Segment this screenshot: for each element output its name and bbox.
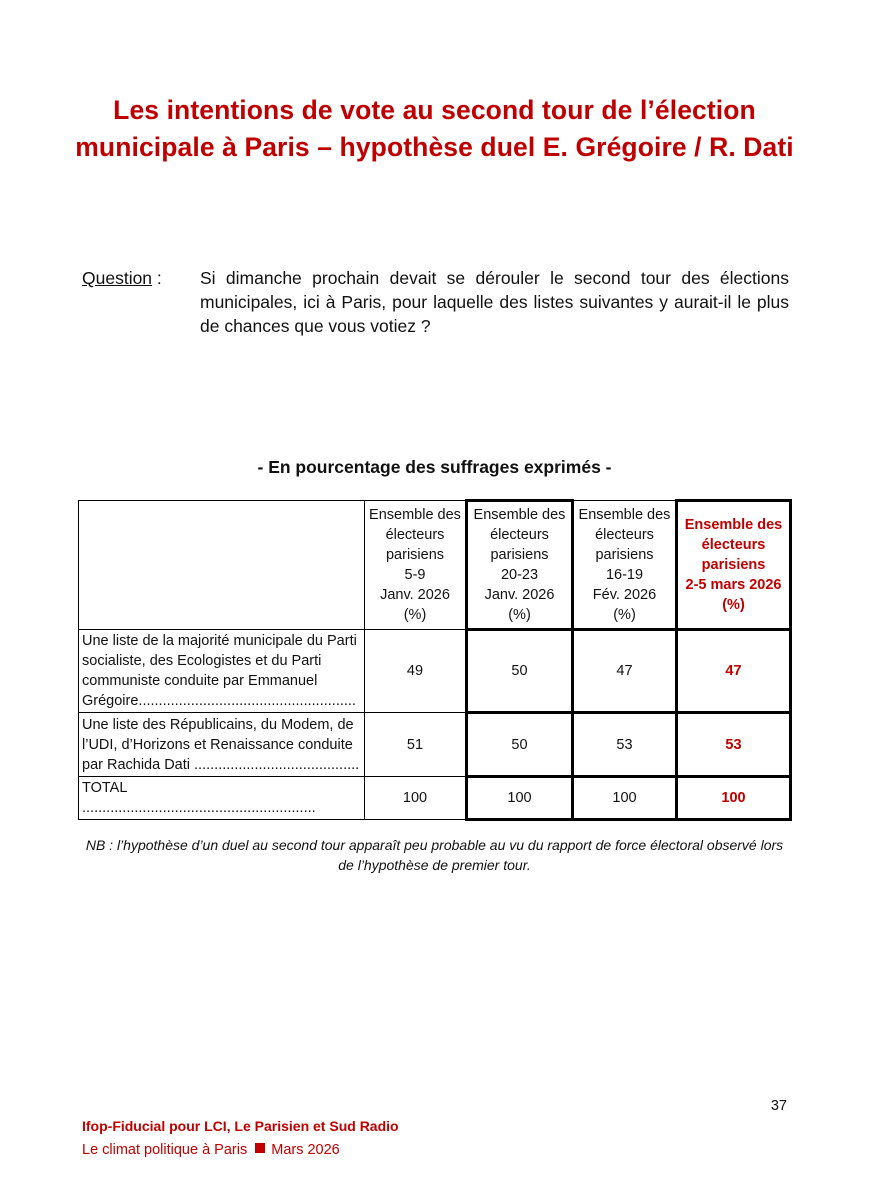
row-label: Une liste de la majorité municipale du Parti socialiste, des Ecologistes et du Parti communiste conduite par Emmanuel Grégoire...................................................... <box>79 630 365 713</box>
table-cell: 100 <box>467 777 573 820</box>
column-header-line: parisiens <box>701 557 766 573</box>
table-cell-latest: 100 <box>677 777 791 820</box>
column-header-line: parisiens <box>385 547 445 563</box>
table-cell-latest: 47 <box>677 630 791 713</box>
table-cell: 53 <box>573 713 677 777</box>
row-label: TOTAL .......................................................... <box>79 777 365 820</box>
column-header-line: parisiens <box>490 547 549 563</box>
column-header <box>573 501 677 630</box>
table-cell: 100 <box>573 777 677 820</box>
study-date: Mars 2026 <box>271 1142 340 1158</box>
column-header-line: Janv. 2026 <box>484 587 555 603</box>
column-header-line: Ensemble des <box>578 506 671 523</box>
results-table <box>78 499 792 821</box>
table-header-row <box>79 501 791 630</box>
header-empty-cell <box>79 501 365 630</box>
page-title: Les intentions de vote au second tour de l’élection municipale à Paris – hypothèse duel E. Grégoire / R. Dati <box>75 95 794 162</box>
square-bullet-icon <box>255 1143 265 1153</box>
column-header <box>365 501 467 630</box>
study-title: Le climat politique à Paris <box>82 1142 248 1158</box>
table-cell-latest: 53 <box>677 713 791 777</box>
column-header-line: (%) <box>722 597 745 613</box>
table-cell: 49 <box>365 630 467 713</box>
column-header-line: électeurs <box>490 527 549 543</box>
table-cell: 50 <box>467 713 573 777</box>
column-header-line: Ensemble des <box>369 507 461 523</box>
footer-source: Ifop-Fiducial pour LCI, Le Parisien et Sud Radio <box>82 1118 399 1134</box>
table-cell: 50 <box>467 630 573 713</box>
column-header-line: 20-23 <box>500 567 539 583</box>
question-text: Si dimanche prochain devait se dérouler le second tour des élections municipales, ici à Paris, pour laquelle des listes suivantes y aurait-il le plus de chances que vous votiez ? <box>200 268 789 336</box>
column-header-line: Fév. 2026 <box>592 586 657 603</box>
column-header-line: électeurs <box>701 537 766 553</box>
table-row-total <box>79 777 791 820</box>
column-header-line: 5-9 <box>404 567 426 583</box>
column-header-line: (%) <box>613 606 636 623</box>
page-number: 37 <box>770 1098 787 1114</box>
column-header-line: Janv. 2026 <box>380 587 450 603</box>
column-header-line: (%) <box>403 607 427 623</box>
column-header-line: Ensemble des <box>684 517 783 533</box>
column-header-line: électeurs <box>595 526 654 543</box>
table-subtitle: - En pourcentage des suffrages exprimés - <box>257 457 612 477</box>
column-header-line: (%) <box>508 607 531 623</box>
footer-study <box>82 1142 340 1158</box>
column-header-line: 2-5 mars 2026 <box>685 577 782 593</box>
table-cell: 100 <box>365 777 467 820</box>
row-label: Une liste des Républicains, du Modem, de l’UDI, d’Horizons et Renaissance conduite par Rachida Dati ......................................... <box>79 713 365 777</box>
footnote: NB : l’hypothèse d’un duel au second tour apparaît peu probable au vu du rapport de force électoral observé lors de l’hypothèse de premier tour. <box>85 837 784 873</box>
table-row <box>79 713 791 777</box>
column-header-line: parisiens <box>595 546 654 563</box>
column-header-line: Ensemble des <box>473 507 566 523</box>
question-label: Question : <box>82 268 162 288</box>
question-block <box>82 266 789 338</box>
column-header-line: 16-19 <box>605 566 644 583</box>
column-header-latest <box>677 501 791 630</box>
column-header-line: électeurs <box>385 527 445 543</box>
column-header <box>467 501 573 630</box>
table-row <box>79 630 791 713</box>
table-cell: 51 <box>365 713 467 777</box>
table-cell: 47 <box>573 630 677 713</box>
